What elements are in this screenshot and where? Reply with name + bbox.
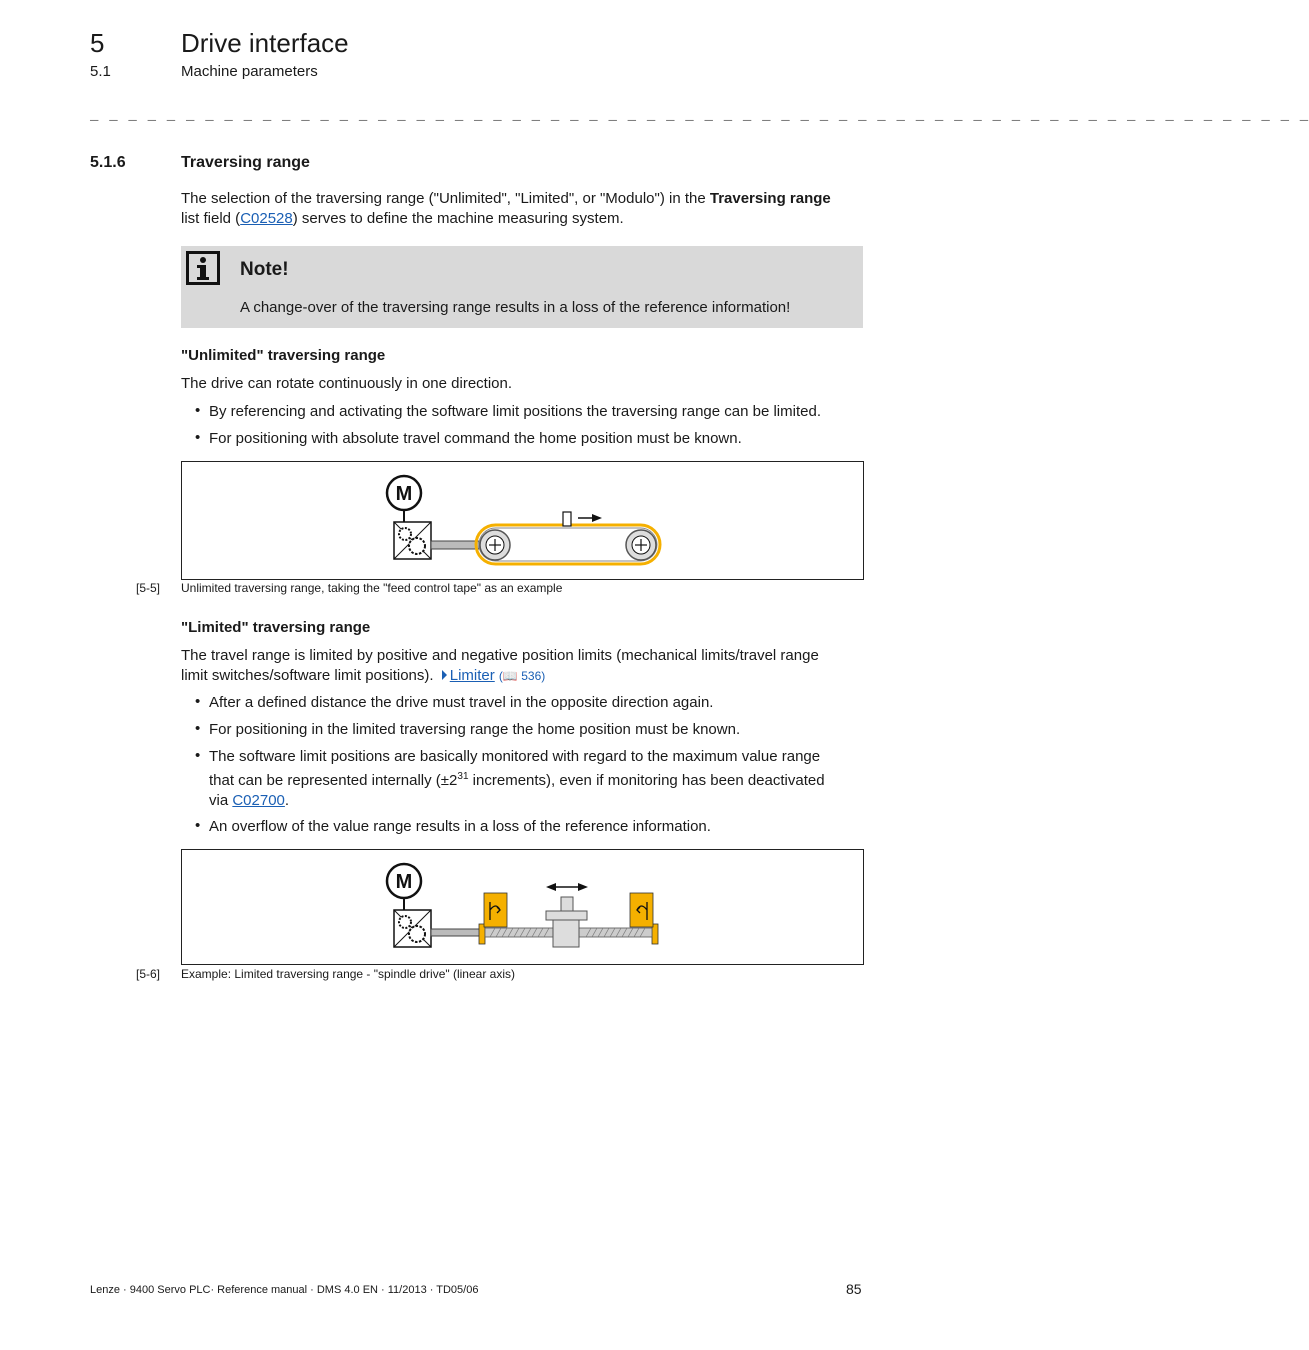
bullet-marker: • [195, 720, 201, 737]
direction-arrow-icon [592, 514, 602, 522]
limited-bullet-3-end: . [284, 792, 290, 809]
limited-bullet-1: After a defined distance the drive must travel in the opposite direction again. [209, 694, 714, 711]
intro-paragraph [181, 189, 865, 228]
figure-number: [5-6] [136, 967, 161, 981]
limited-text-line1: The travel range is limited by positive and negative position limits (mechanical limits/travel range [181, 647, 819, 664]
chapter-title: Drive interface [181, 28, 349, 58]
exponent: 31 [457, 771, 469, 782]
limited-bullet-3-post: increments), even if monitoring has been deactivated [468, 772, 825, 789]
intro-text-line2: list field ( [181, 209, 241, 227]
intro-bold: Traversing range [709, 190, 831, 207]
unlimited-heading: "Unlimited" traversing range [181, 347, 386, 364]
limit-switch-right-icon [630, 893, 653, 927]
bullet-marker: • [195, 817, 201, 834]
unlimited-bullet-2: For positioning with absolute travel command the home position must be known. [209, 430, 742, 447]
section-title: Machine parameters [181, 63, 318, 80]
section-number: 5.1 [90, 63, 111, 80]
bullet-marker: • [195, 747, 201, 764]
carriage [561, 897, 573, 911]
limited-bullet-4: An overflow of the value range results in a loss of the reference information. [209, 818, 711, 835]
unlimited-bullet-1: By referencing and activating the software limit positions the traversing range can be limited. [209, 403, 821, 420]
feed-tape-diagram [182, 462, 863, 579]
limited-bullet-3-via: via [209, 792, 233, 809]
bullet-marker: • [195, 693, 201, 710]
limited-text [181, 646, 865, 686]
figure-caption: Unlimited traversing range, taking the "feed control tape" as an example [181, 581, 563, 595]
limited-heading: "Limited" traversing range [181, 619, 371, 636]
page-reference-number: 536 [521, 668, 542, 683]
subsection-title: Traversing range [181, 154, 310, 171]
arrow-left-icon [546, 883, 556, 891]
carriage-marker [563, 512, 571, 526]
subsection-number: 5.1.6 [90, 154, 126, 171]
spindle-drive-diagram [182, 850, 863, 964]
limited-bullet-3-line1: The software limit positions are basically monitored with regard to the maximum value range [209, 748, 821, 765]
header-separator: _ _ _ _ _ _ _ _ _ _ _ _ _ _ _ _ _ _ _ _ _ _ _ _ _ _ _ _ _ _ _ _ _ _ _ _ _ _ _ _ _ _ _ _ _ _ _ _ _ _ _ _ _ _ _ _ _ _ _ _ _ _ _ _ [90, 108, 1309, 124]
figure-limited [181, 849, 864, 965]
limiter-link[interactable]: Limiter [449, 666, 495, 684]
figure-caption: Example: Limited traversing range - "spindle drive" (linear axis) [181, 967, 515, 981]
motor-label: M [395, 483, 413, 505]
note-box [181, 246, 863, 328]
limited-bullet-2: For positioning in the limited traversing range the home position must be known. [209, 721, 741, 738]
page-number: 85 [846, 1281, 862, 1297]
c02528-link[interactable]: C02528 [240, 209, 293, 227]
motor-label: M [395, 871, 413, 893]
limited-bullet-3 [209, 747, 865, 811]
footer-text: Lenze · 9400 Servo PLC· Reference manual · DMS 4.0 EN · 11/2013 · TD05/06 [90, 1284, 479, 1296]
arrow-right-icon [578, 883, 588, 891]
figure-unlimited [181, 461, 864, 580]
note-title: Note! [240, 259, 289, 280]
intro-text-after: ) serves to define the machine measuring system. [292, 209, 624, 227]
limit-switch-left-icon [484, 893, 507, 927]
note-text: A change-over of the traversing range results in a loss of the reference information! [240, 299, 791, 316]
page-reference[interactable]: (📖 536) [498, 668, 546, 683]
unlimited-text: The drive can rotate continuously in one direction. [181, 375, 513, 392]
link-arrow-icon [442, 670, 447, 680]
chapter-number: 5 [90, 28, 105, 58]
book-icon: 📖 [502, 668, 518, 683]
c02700-link[interactable]: C02700 [232, 792, 285, 809]
limited-text-line2: limit switches/software limit positions). [181, 666, 434, 684]
intro-text: The selection of the traversing range ("Unlimited", "Limited", or "Modulo") in the [181, 190, 710, 207]
figure-number: [5-5] [136, 581, 161, 595]
bullet-marker: • [195, 402, 201, 419]
limited-bullet-3-pre: that can be represented internally (±2 [209, 772, 458, 789]
info-icon [186, 251, 220, 285]
bullet-marker: • [195, 429, 201, 446]
